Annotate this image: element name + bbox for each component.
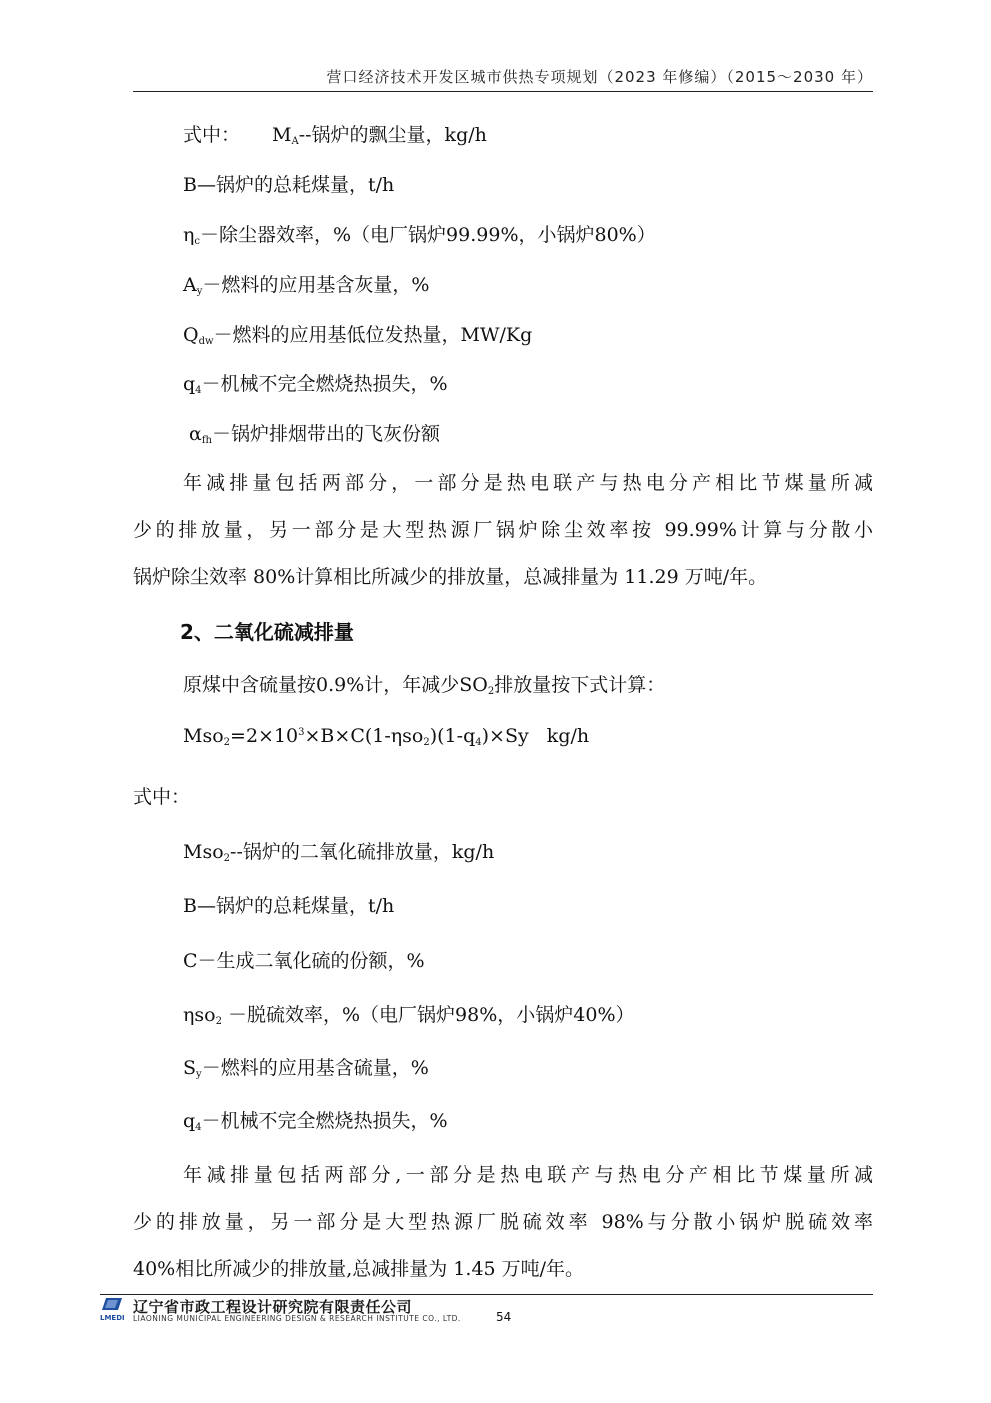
dust-paragraph-line-3: 锅炉除尘效率 80%计算相比所减少的排放量，总减排量为 11.29 万吨/年。 <box>133 566 768 588</box>
def-q4-2: $q_4-$机械不完全燃烧热损失，% <box>183 1110 448 1133</box>
def-eta-c: $\eta_c-$除尘器效率，%（电厂锅炉99.99%，小锅炉80%） <box>183 224 656 247</box>
so2-intro: 原煤中含硫量按0.9%计，年减少$SO_2$排放量按下式计算： <box>183 674 666 697</box>
formula-where-intro-2: 式中： <box>133 786 191 808</box>
def-afh: $\alpha_{fh}-$锅炉排烟带出的飞灰份额 <box>189 423 441 446</box>
symbol-ma: $M_A$ <box>272 124 299 147</box>
so2-paragraph-line-2: 少的排放量，另一部分是大型热源厂脱硫效率 98%与分散小锅炉脱硫效率 <box>133 1211 873 1233</box>
def-ay: $A_y-$燃料的应用基含灰量，% <box>183 274 430 297</box>
company-name-cn: 辽宁省市政工程设计研究院有限责任公司 <box>133 1298 413 1316</box>
header-divider <box>133 91 873 92</box>
def-qdw: $Q_{dw}-$燃料的应用基低位发热量，MW/Kg <box>183 324 533 347</box>
so2-paragraph-line-3: 40%相比所减少的排放量,总减排量为 1.45 万吨/年。 <box>133 1258 585 1280</box>
dust-paragraph-line-1: 年减排量包括两部分，一部分是热电联产与热电分产相比节煤量所减 <box>183 472 873 494</box>
def-eta-so2: ηso$_2$ －脱硫效率，%（电厂锅炉98%，小锅炉40%） <box>183 1004 635 1027</box>
def-q4: $q_4-$机械不完全燃烧热损失，% <box>183 373 448 396</box>
so2-formula: $Mso_2=2\times 10^3\times B\times C(1-\eta so_2)(1-q_4)\times Sy$ kg/h <box>183 725 590 748</box>
def-sy: $S_y-$燃料的应用基含硫量，% <box>183 1057 429 1080</box>
def-mso2: Mso$_2$--锅炉的二氧化硫排放量，kg/h <box>183 841 495 864</box>
company-name-en: LIAONING MUNICIPAL ENGINEERING DESIGN & RESEARCH INSTITUTE CO., LTD. <box>133 1314 461 1323</box>
footer-divider <box>100 1294 873 1295</box>
def-b-2: B—锅炉的总耗煤量，t/h <box>183 895 395 917</box>
page-header-title: 营口经济技术开发区城市供热专项规划（2023 年修编）（2015～2030 年） <box>326 68 873 86</box>
def-c: C－生成二氧化硫的份额，% <box>183 950 425 972</box>
page-number: 54 <box>496 1310 512 1324</box>
section-heading-so2: 2、二氧化硫减排量 <box>180 620 354 644</box>
company-logo-icon <box>100 1296 130 1322</box>
logo-text: LMEDI <box>100 1314 125 1322</box>
formula-where-intro-1: 式中： $M_A--$锅炉的飘尘量，kg/h <box>183 124 487 147</box>
def-b: B—锅炉的总耗煤量，t/h <box>183 174 395 196</box>
dust-paragraph-line-2: 少的排放量，另一部分是大型热源厂锅炉除尘效率按 99.99%计算与分散小 <box>133 519 873 541</box>
so2-paragraph-line-1: 年减排量包括两部分,一部分是热电联产与热电分产相比节煤量所减 <box>183 1164 873 1186</box>
